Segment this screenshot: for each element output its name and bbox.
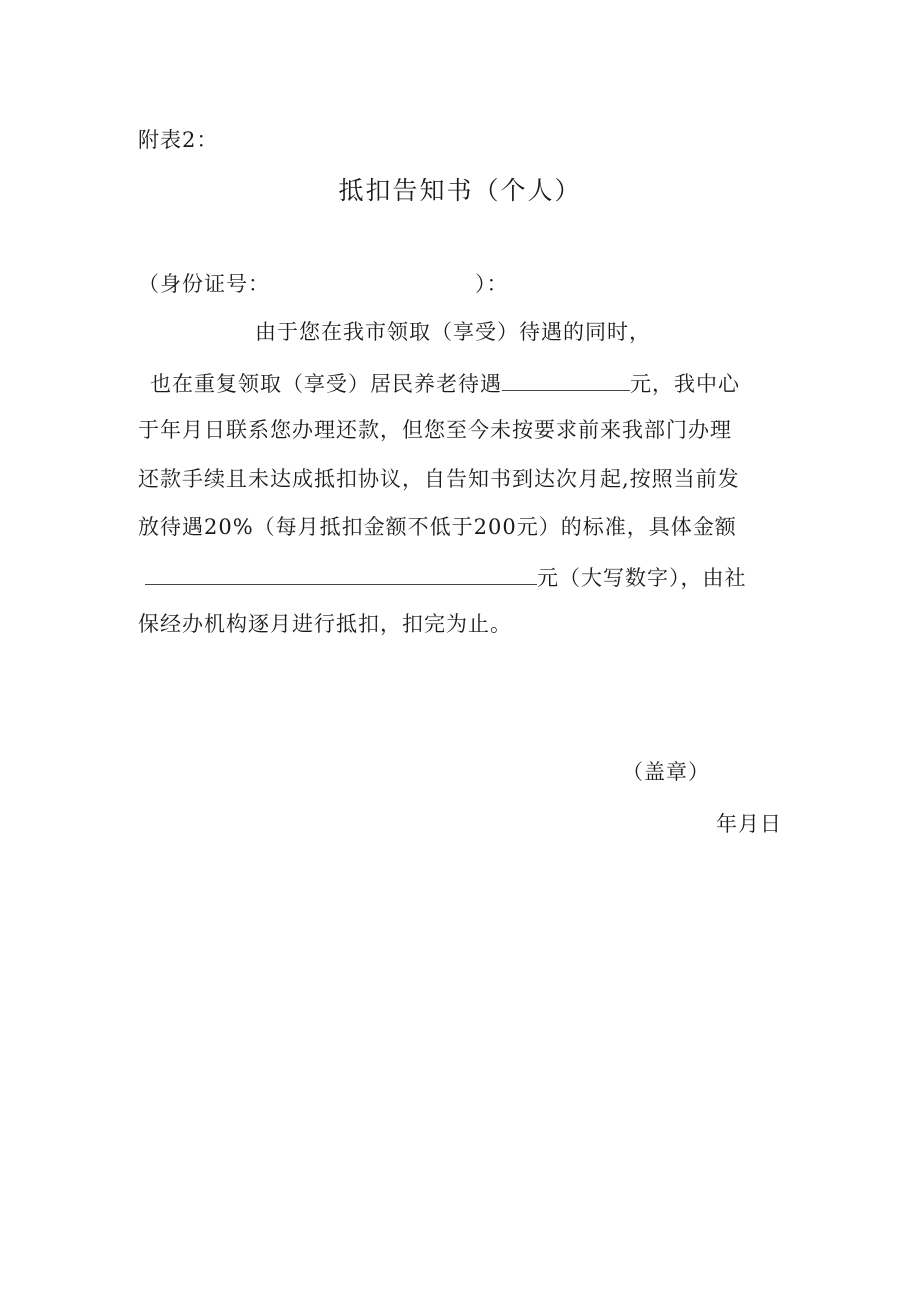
id-number-suffix: ）： [475,272,509,296]
paragraph-line-2-text: 也在重复领取（享受）居民养老待遇 [150,372,502,396]
amount-blank [502,370,630,391]
attachment-label: 附表2： [138,128,219,152]
paragraph-line-5: 放待遇20%（每月抵扣金额不低于200元）的标准，具体金额 [138,515,737,539]
date-label: 年月日 [716,812,782,836]
id-number-prefix: （身份证号： [138,272,270,296]
paragraph-line-7: 保经办机构逐月进行抵扣，扣完为止。 [138,612,512,636]
paragraph-line-4: 还款手续且未达成抵扣协议，自告知书到达次月起,按照当前发 [138,467,740,491]
id-number-line [138,272,509,296]
paragraph-line-2 [150,370,740,396]
paragraph-line-6 [145,564,747,590]
paragraph-line-3: 于年月日联系您办理还款，但您至今未按要求前来我部门办理 [138,418,732,442]
paragraph-line-2-suffix: 元，我中心 [630,372,740,396]
paragraph-line-1: 由于您在我市领取（享受）待遇的同时， [255,320,651,344]
document-title: 抵扣告知书（个人） [338,176,582,205]
seal-label: （盖章） [622,760,710,784]
specific-amount-blank [145,564,537,585]
paragraph-line-6-text: 元（大写数字），由社 [537,566,747,590]
